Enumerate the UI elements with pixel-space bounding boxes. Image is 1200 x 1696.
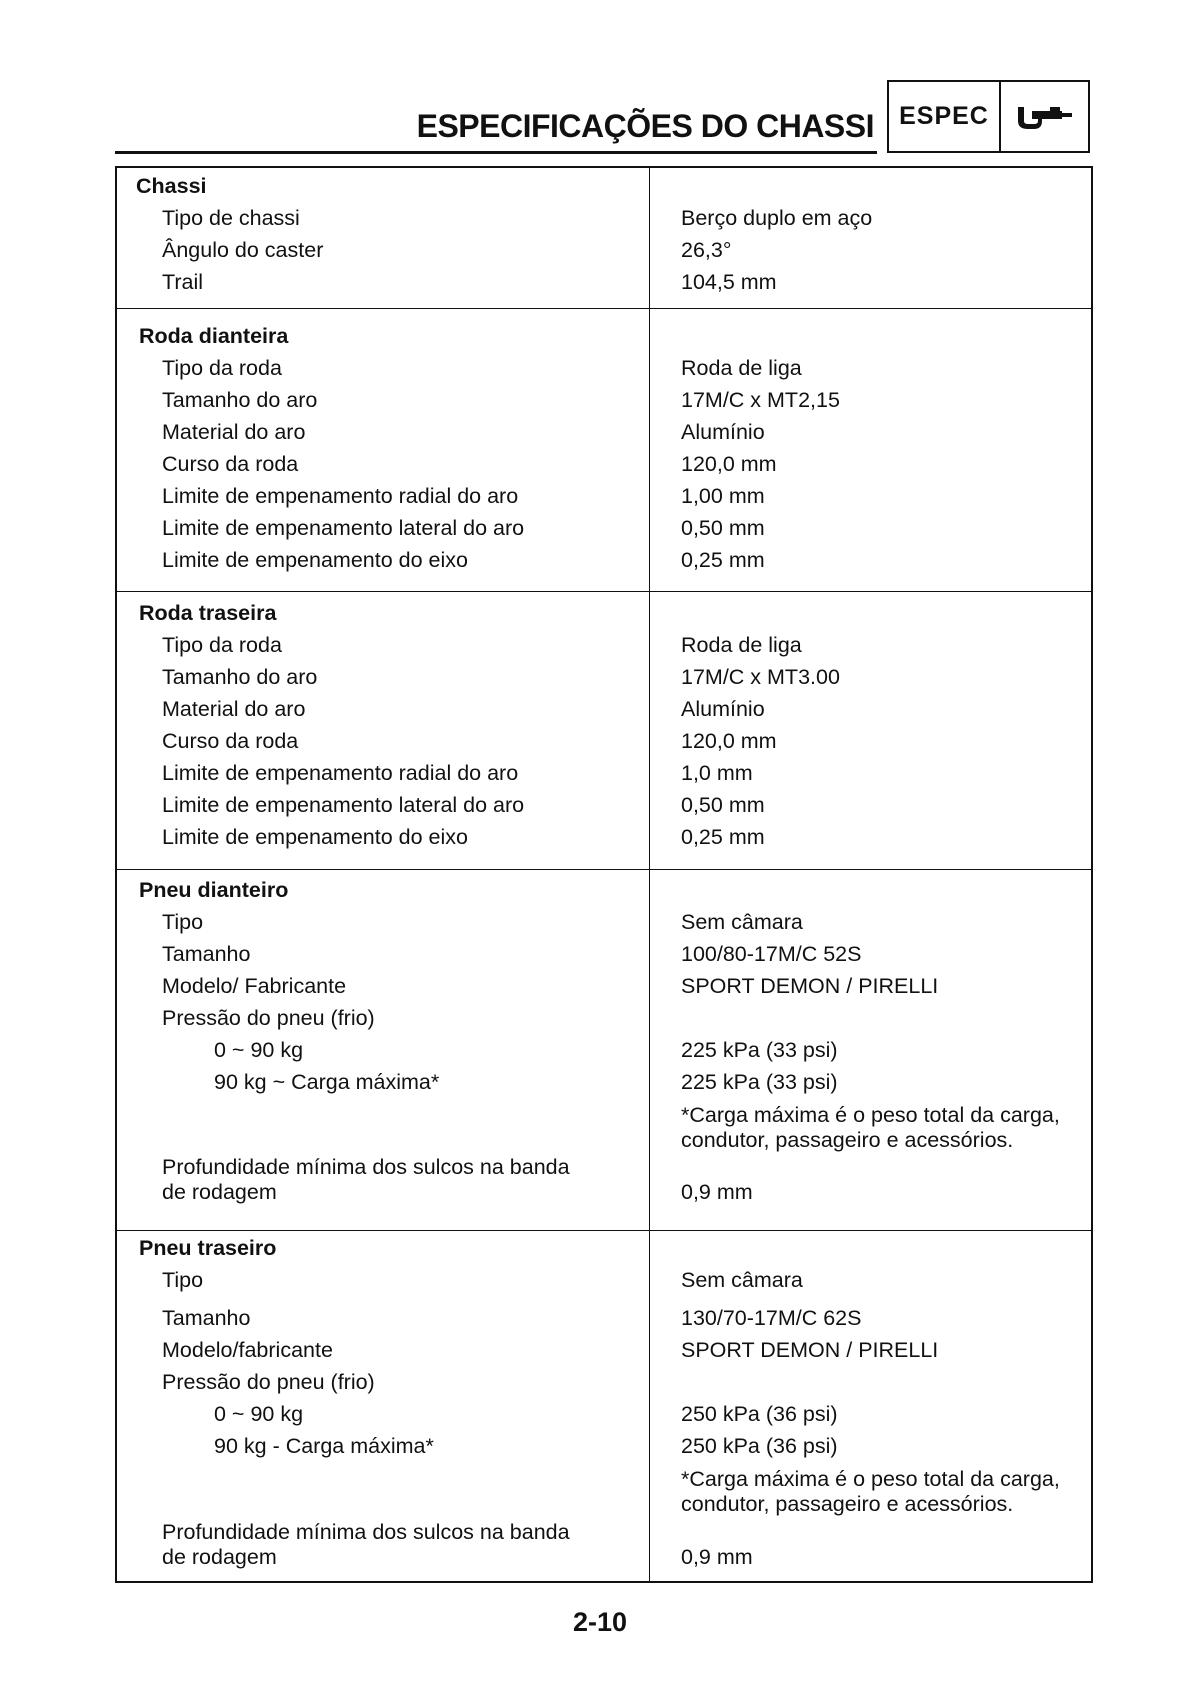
spec-value: 250 kPa (36 psi) [681,1434,838,1458]
spec-value: 1,00 mm [681,484,765,508]
spec-label: 90 kg ~ Carga máxima* [214,1070,440,1094]
spec-label: Limite de empenamento lateral do aro [162,516,525,540]
spec-value: 0,25 mm [681,548,765,572]
badge-label: ESPEC [889,82,1001,151]
spec-label: Limite de empenamento radial do aro [162,484,519,508]
spec-value: Sem câmara [681,910,803,934]
spec-label: Tamanho do aro [162,665,318,689]
spec-label: Tipo [162,910,204,934]
spec-label: de rodagem [162,1180,277,1204]
spec-value: 225 kPa (33 psi) [681,1070,838,1094]
spec-label: Modelo/ Fabricante [162,974,347,998]
spec-label: Pressão do pneu (frio) [162,1006,375,1030]
column-divider [649,168,650,1581]
spec-value: 1,0 mm [681,761,753,785]
spec-value: SPORT DEMON / PIRELLI [681,974,939,998]
spec-label: 90 kg - Carga máxima* [214,1434,434,1458]
section-badge [887,80,1090,153]
spec-label: Profundidade mínima dos sulcos na banda [162,1520,570,1544]
spec-value: Alumínio [681,697,765,721]
section-divider [117,869,1091,870]
spec-label: Material do aro [162,420,306,444]
spec-value: 100/80-17M/C 52S [681,942,862,966]
spec-label: Tipo [162,1268,204,1292]
spec-label: Tamanho [162,942,251,966]
section-title-pneu-dianteiro: Pneu dianteiro [139,878,289,902]
page-number: 2-10 [572,1607,628,1637]
spec-label: Curso da roda [162,729,299,753]
spec-note: *Carga máxima é o peso total da carga, [681,1467,1060,1491]
spec-label: Trail [162,270,204,294]
spec-value: 0,50 mm [681,793,765,817]
spec-note: condutor, passageiro e acessórios. [681,1128,1014,1152]
spec-value: Roda de liga [681,633,802,657]
spec-label: Modelo/fabricante [162,1338,333,1362]
spec-note: condutor, passageiro e acessórios. [681,1492,1014,1516]
spec-value: 17M/C x MT2,15 [681,388,840,412]
spec-value: 0,9 mm [681,1180,753,1204]
spec-value: 0,25 mm [681,825,765,849]
spec-value: 0,50 mm [681,516,765,540]
title-underline [115,151,877,154]
section-divider [117,1230,1091,1231]
spec-label: Tipo da roda [162,633,282,657]
caliper-icon [1001,82,1088,151]
spec-label: Tamanho do aro [162,388,318,412]
spec-note: *Carga máxima é o peso total da carga, [681,1103,1060,1127]
spec-value: SPORT DEMON / PIRELLI [681,1338,939,1362]
spec-label: Tipo de chassi [162,206,300,230]
spec-table [115,166,1093,1583]
spec-label: Tipo da roda [162,356,282,380]
spec-value: 120,0 mm [681,729,777,753]
spec-label: de rodagem [162,1545,277,1569]
section-title-roda-dianteira: Roda dianteira [139,324,289,348]
spec-value: Alumínio [681,420,765,444]
spec-label: 0 ~ 90 kg [214,1038,304,1062]
section-divider [117,591,1091,592]
section-divider [117,308,1091,309]
spec-value: 26,3° [681,238,732,262]
spec-label: Limite de empenamento radial do aro [162,761,519,785]
spec-value: 225 kPa (33 psi) [681,1038,838,1062]
spec-value: 104,5 mm [681,270,777,294]
spec-value: 0,9 mm [681,1545,753,1569]
section-title-chassi: Chassi [136,174,207,198]
section-title-roda-traseira: Roda traseira [139,601,277,625]
spec-label: Limite de empenamento do eixo [162,548,468,572]
spec-label: Material do aro [162,697,306,721]
section-title-pneu-traseiro: Pneu traseiro [139,1236,277,1260]
spec-label: Curso da roda [162,452,299,476]
spec-label: 0 ~ 90 kg [214,1402,304,1426]
spec-label: Pressão do pneu (frio) [162,1370,375,1394]
spec-label: Ângulo do caster [162,238,324,262]
spec-value: Roda de liga [681,356,802,380]
spec-value: Berço duplo em aço [681,206,873,230]
spec-value: 17M/C x MT3.00 [681,665,840,689]
spec-value: 120,0 mm [681,452,777,476]
spec-label: Limite de empenamento do eixo [162,825,468,849]
spec-label: Limite de empenamento lateral do aro [162,793,525,817]
spec-value: 130/70-17M/C 62S [681,1306,862,1330]
spec-value: 250 kPa (36 psi) [681,1402,838,1426]
spec-value: Sem câmara [681,1268,803,1292]
spec-label: Tamanho [162,1306,251,1330]
spec-label: Profundidade mínima dos sulcos na banda [162,1155,570,1179]
page-title: ESPECIFICAÇÕES DO CHASSI [416,108,874,144]
